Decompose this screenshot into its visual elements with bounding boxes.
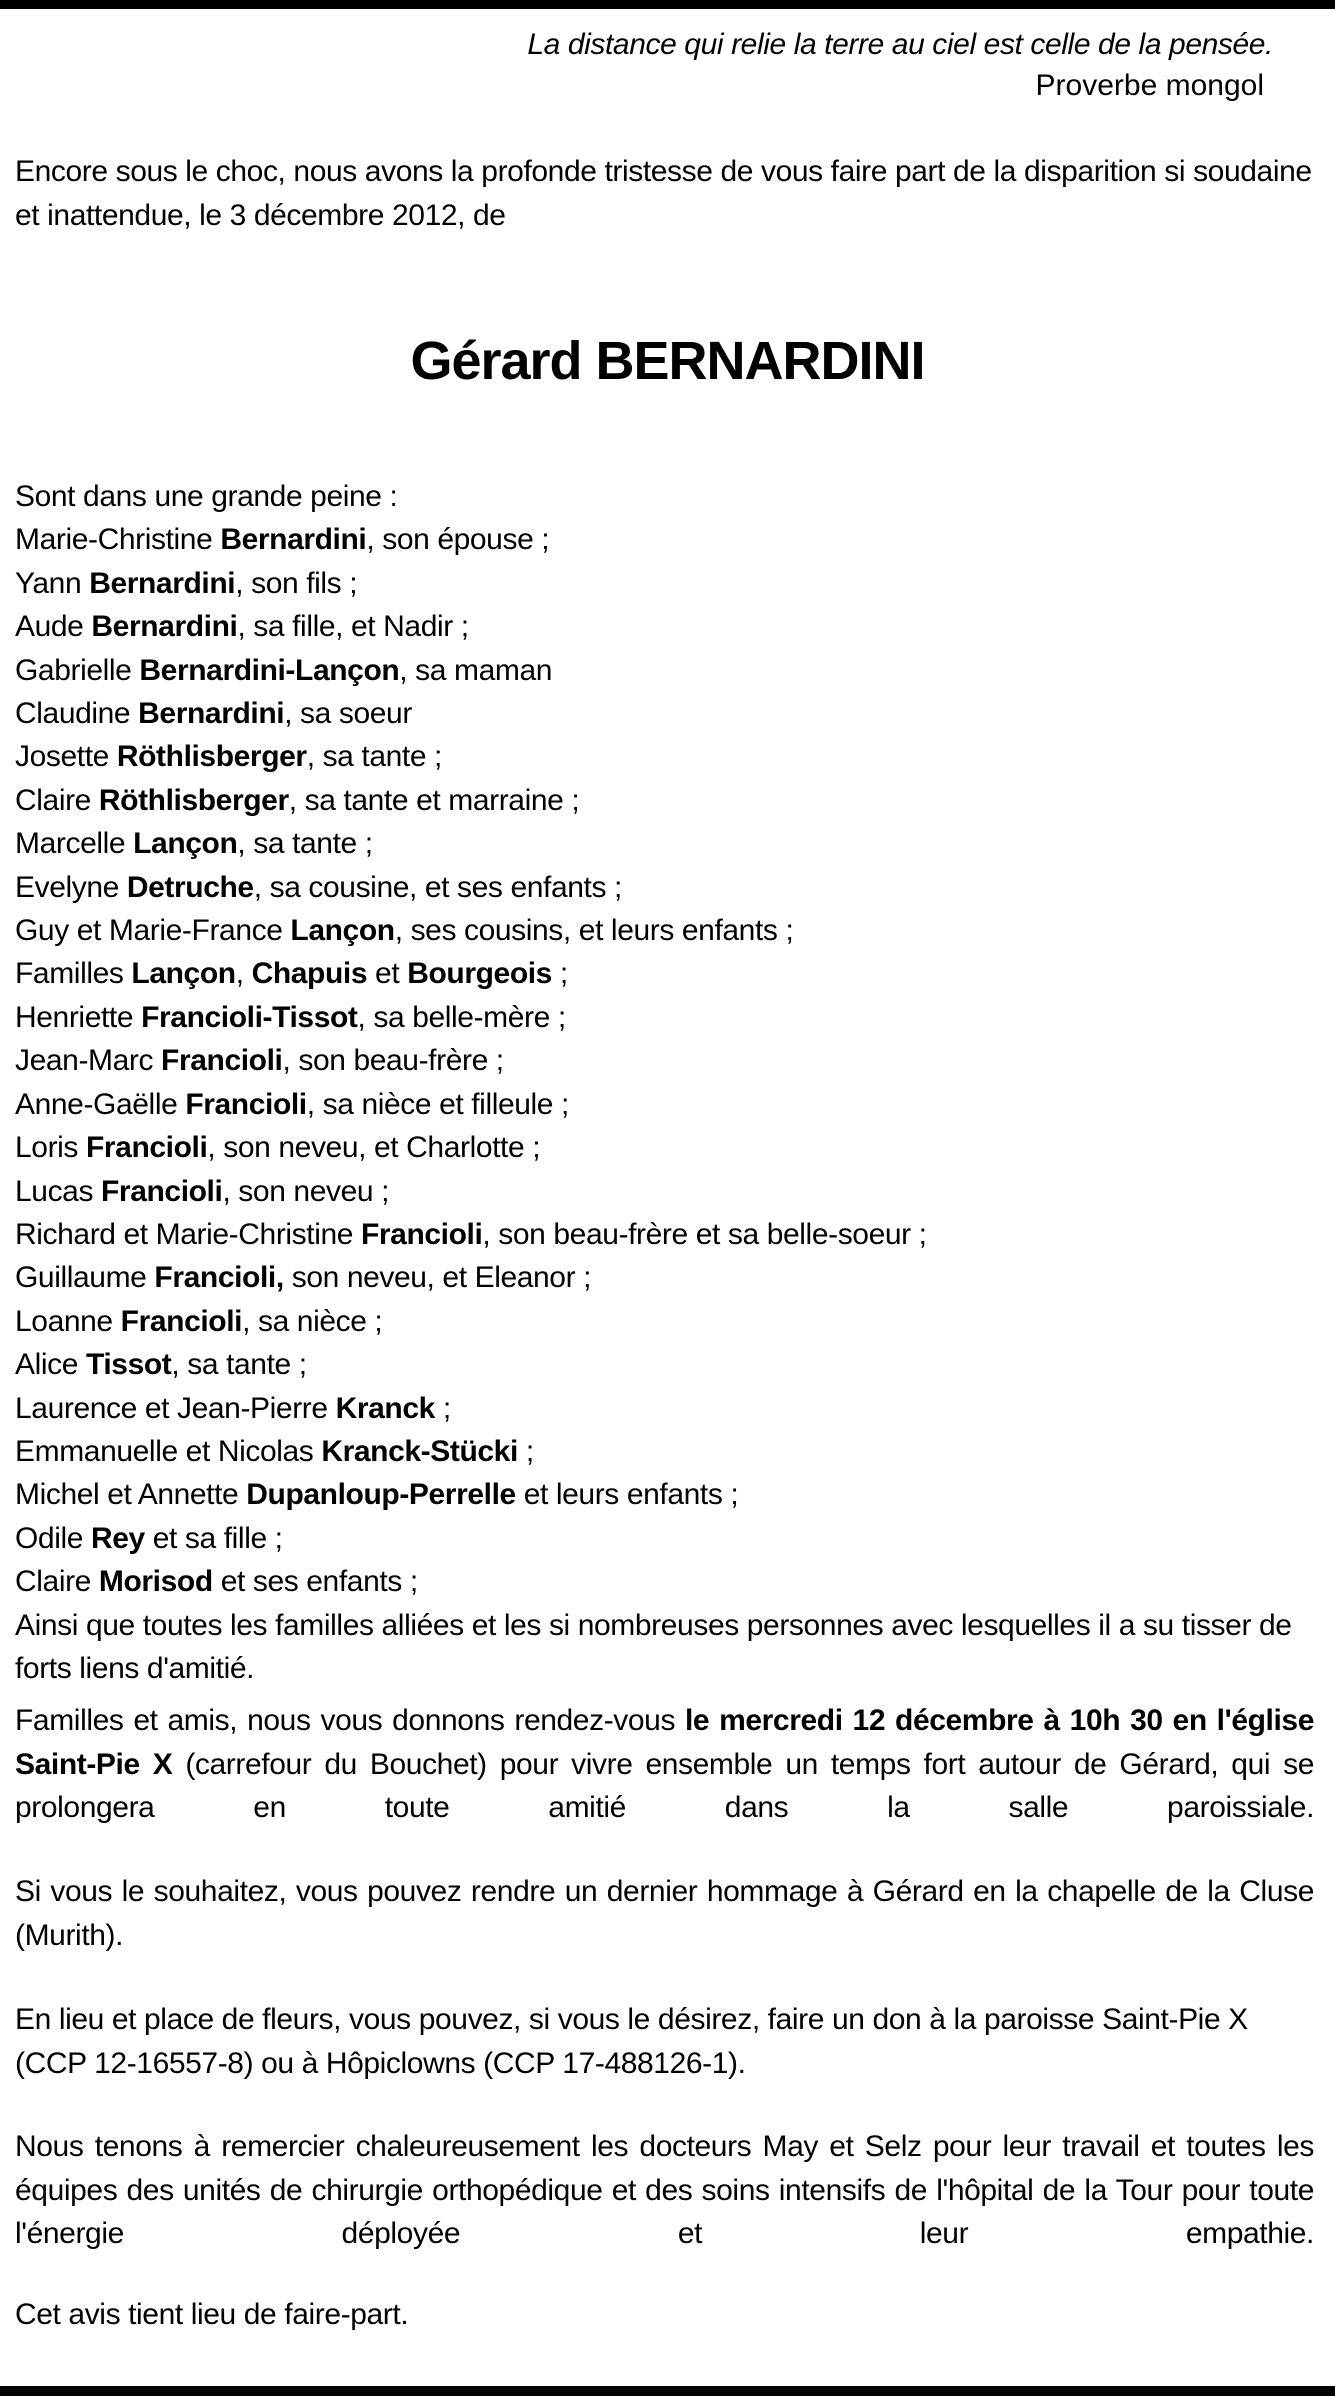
- mourner-entry: [15, 562, 1314, 605]
- allied-families: Ainsi que toutes les familles alliées et les si nombreuses personnes avec lesquelles il a su tisser de forts liens d'amitié.: [15, 1608, 1292, 1685]
- mourner-surname: Francioli: [185, 1087, 307, 1121]
- mourner-text: et sa fille ;: [144, 1521, 283, 1555]
- mourner-text: , sa cousine, et ses enfants ;: [253, 870, 622, 904]
- mourner-text: Odile: [15, 1521, 91, 1555]
- ceremony-date-place: le mercredi 12 décembre à 10h 30 en l'église Saint-Pie X: [15, 1704, 1314, 1781]
- mourner-text: Claire: [15, 1565, 99, 1599]
- mourner-surname: Kranck: [335, 1391, 435, 1425]
- mourner-surname: Bernardini: [91, 610, 238, 644]
- mourner-entry: [15, 1256, 1314, 1299]
- mourner-text: , sa nièce ;: [242, 1304, 383, 1338]
- epigraph-quote: La distance qui relie la terre au ciel est celle de la pensée.: [527, 28, 1273, 61]
- mourner-text: ;: [551, 957, 568, 991]
- mourner-entry: [15, 1213, 1314, 1256]
- mourner-entry: [15, 1343, 1314, 1386]
- mourner-surname: Bernardini-Lançon: [139, 653, 400, 687]
- mourner-text: Henriette: [15, 1000, 142, 1034]
- mourner-surname: Detruche: [126, 870, 254, 904]
- mourner-entry: [15, 1517, 1314, 1560]
- mourner-text: Familles: [15, 957, 132, 991]
- mourner-text: son neveu, et Eleanor ;: [283, 1261, 592, 1295]
- mourner-text: , sa belle-mère ;: [357, 1000, 566, 1034]
- mourner-surname: Tissot: [85, 1348, 172, 1382]
- mourner-text: et: [367, 957, 408, 991]
- mourner-text: Marcelle: [15, 827, 134, 861]
- mourner-surname: Röthlisberger: [98, 783, 289, 817]
- epigraph: [527, 24, 1273, 106]
- mourner-surname: Bourgeois: [407, 957, 552, 991]
- mourner-text: , sa maman: [399, 653, 553, 687]
- mourner-surname: Francioli: [360, 1217, 483, 1251]
- mourner-text: Claudine: [15, 697, 139, 731]
- mourner-text: Laurence et Jean-Pierre: [15, 1391, 336, 1425]
- mourner-text: , son neveu, et Charlotte ;: [207, 1131, 541, 1165]
- mourner-text: ;: [434, 1391, 451, 1425]
- mourner-text: Michel et Annette: [15, 1478, 247, 1512]
- mourner-text: Loris: [15, 1131, 86, 1165]
- mourner-entry: [15, 605, 1314, 648]
- mourner-text: Gabrielle: [15, 653, 140, 687]
- mourner-text: ,: [235, 957, 252, 991]
- ceremony-details: (carrefour du Bouchet) pour vivre ensemble un temps fort autour de Gérard, qui se prolongera en toute amitié dans la salle paroissiale.: [15, 1747, 1315, 1824]
- mourner-text: Richard et Marie-Christine: [15, 1217, 361, 1251]
- mourner-entry: [15, 1430, 1314, 1473]
- mourner-text: Lucas: [15, 1174, 101, 1208]
- mourner-text: , sa tante ;: [171, 1348, 307, 1382]
- mourner-surname: Röthlisberger: [116, 740, 307, 774]
- mourner-text: , son neveu ;: [222, 1174, 390, 1208]
- mourner-text: Evelyne: [15, 870, 127, 904]
- thanks-paragraph: Nous tenons à remercier chaleureusement les docteurs May et Selz pour leur travail et toutes les équipes des unités de chirurgie orthopédique et des soins intensifs de l'hôpital de la Tour pour toute l'énergie déployée et leur empathie.: [15, 2130, 1314, 2250]
- mourner-surname: Bernardini: [89, 566, 236, 600]
- mourner-text: , sa fille, et Nadir ;: [237, 610, 469, 644]
- mourner-surname: Kranck-Stücki: [321, 1434, 518, 1468]
- mourner-surname: Lançon: [131, 957, 236, 991]
- mourner-text: , sa nièce et filleule ;: [306, 1087, 569, 1121]
- intro-paragraph: Encore sous le choc, nous avons la profonde tristesse de vous faire part de la disparition si soudaine et inattendue, le 3 décembre 2012, de: [15, 155, 1312, 232]
- mourner-surname: Bernardini: [220, 523, 367, 557]
- mourner-entry: [15, 779, 1314, 822]
- mourner-text: , son fils ;: [235, 566, 358, 600]
- mourner-entry: [15, 692, 1314, 735]
- epigraph-source: Proverbe mongol: [1035, 69, 1264, 102]
- tribute-paragraph: Si vous le souhaitez, vous pouvez rendre un dernier hommage à Gérard en la chapelle de la Cluse (Murith).: [15, 1875, 1314, 1952]
- mourner-surname: Lançon: [290, 914, 395, 948]
- mourner-entry: [15, 822, 1314, 865]
- mourner-text: , son beau-frère ;: [282, 1044, 504, 1078]
- mourners-list: [15, 475, 1314, 1690]
- mourner-entry: [15, 1039, 1314, 1082]
- mourner-entry: [15, 649, 1314, 692]
- mourner-surname: Francioli: [101, 1174, 223, 1208]
- mourner-entry: [15, 1126, 1314, 1169]
- mourner-entry: [15, 1170, 1314, 1213]
- mourner-surname: Francioli-Tissot: [141, 1000, 358, 1034]
- mourner-entry: [15, 1300, 1314, 1343]
- mourner-surname: Francioli: [120, 1304, 243, 1338]
- mourner-entry: [15, 1083, 1314, 1126]
- mourner-surname: Lançon: [133, 827, 238, 861]
- mourner-entry: [15, 1473, 1314, 1516]
- mourner-entry: [15, 518, 1314, 561]
- mourner-text: et ses enfants ;: [212, 1565, 418, 1599]
- mourner-text: , sa soeur: [284, 697, 412, 731]
- mourner-entry: [15, 909, 1314, 952]
- mourner-text: , son beau-frère et sa belle-soeur ;: [482, 1217, 927, 1251]
- mourner-surname: Francioli: [85, 1131, 208, 1165]
- mourner-surname: Francioli: [161, 1044, 283, 1078]
- mourner-surname: Morisod: [98, 1565, 213, 1599]
- mourner-surname: Dupanloup-Perrelle: [246, 1478, 516, 1512]
- ceremony-intro: Familles et amis, nous vous donnons rendez-vous: [15, 1704, 685, 1737]
- mourners-heading: Sont dans une grande peine :: [15, 480, 398, 513]
- mourner-text: , sa tante et marraine ;: [288, 783, 580, 817]
- mourner-entry: [15, 735, 1314, 778]
- ceremony-paragraph: [15, 1699, 1314, 1830]
- mourner-text: Marie-Christine: [15, 523, 221, 557]
- mourner-text: et leurs enfants ;: [515, 1478, 739, 1512]
- mourner-entry: [15, 866, 1314, 909]
- mourner-text: Guy et Marie-France: [15, 914, 291, 948]
- donations-paragraph: En lieu et place de fleurs, vous pouvez, si vous le désirez, faire un don à la paroisse Saint-Pie X (CCP 12-16557-8) ou à Hôpiclowns (CCP 17-488126-1).: [15, 2003, 1248, 2080]
- mourner-entry: [15, 952, 1314, 995]
- mourner-entry: [15, 1387, 1314, 1430]
- mourner-text: Jean-Marc: [15, 1044, 162, 1078]
- mourner-text: , son épouse ;: [366, 523, 550, 557]
- mourners-entries: [15, 518, 1314, 1603]
- bottom-rule: [0, 2386, 1335, 2396]
- mourner-text: Guillaume: [15, 1261, 155, 1295]
- top-rule: [0, 0, 1335, 9]
- mourner-entry: [15, 1560, 1314, 1603]
- mourner-surname: Bernardini: [138, 697, 285, 731]
- mourner-surname: Chapuis: [251, 957, 368, 991]
- mourner-text: Claire: [15, 783, 99, 817]
- mourner-text: Anne-Gaëlle: [15, 1087, 186, 1121]
- mourner-surname: Rey: [90, 1521, 145, 1555]
- mourner-text: Josette: [15, 740, 117, 774]
- mourner-text: , sa tante ;: [237, 827, 373, 861]
- mourner-text: , sa tante ;: [306, 740, 442, 774]
- mourner-text: Emmanuelle et Nicolas: [15, 1434, 322, 1468]
- deceased-name: Gérard BERNARDINI: [410, 331, 925, 391]
- mourner-text: , ses cousins, et leurs enfants ;: [394, 914, 794, 948]
- mourner-text: ;: [517, 1434, 534, 1468]
- mourner-surname: Francioli,: [154, 1261, 284, 1295]
- mourner-text: Alice: [15, 1348, 86, 1382]
- mourner-text: Yann: [15, 566, 90, 600]
- mourner-text: Aude: [15, 610, 92, 644]
- closing-line: Cet avis tient lieu de faire-part.: [15, 2298, 409, 2331]
- mourner-entry: [15, 996, 1314, 1039]
- mourner-text: Loanne: [15, 1304, 121, 1338]
